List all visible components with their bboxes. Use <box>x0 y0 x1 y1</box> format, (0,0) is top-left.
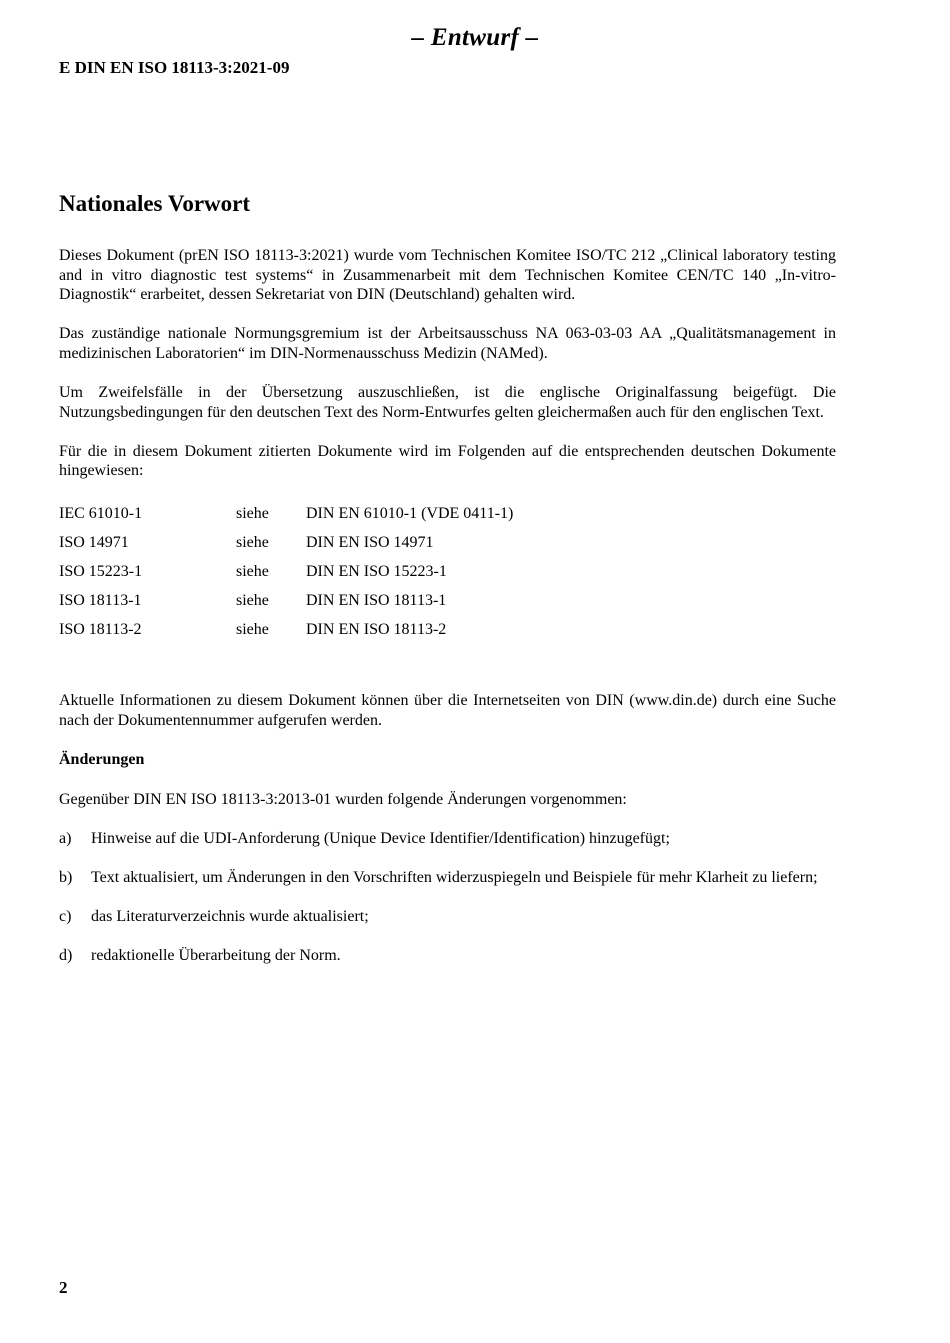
changes-title: Änderungen <box>59 751 145 769</box>
list-item <box>59 829 836 849</box>
reference-national: DIN EN ISO 18113-1 <box>306 592 447 610</box>
list-item-letter: c) <box>59 907 72 925</box>
reference-row <box>59 533 836 562</box>
paragraph: Um Zweifelsfälle in der Übersetzung auszuschließen, ist die englische Originalfassung beigefügt. Die Nutzungsbedingungen für den deutschen Text des Norm-Entwurfes gelten gleichermaßen auch für den englischen Text. <box>59 383 836 421</box>
page-content <box>59 190 836 985</box>
reference-international: ISO 15223-1 <box>59 563 143 581</box>
document-id: E DIN EN ISO 18113-3:2021-09 <box>59 58 290 77</box>
reference-row <box>59 620 836 649</box>
list-item-text: Hinweise auf die UDI-Anforderung (Unique Device Identifier/Identification) hinzugefügt; <box>91 829 670 847</box>
reference-list <box>59 500 836 649</box>
list-item-text: Text aktualisiert, um Änderungen in den Vorschriften widerzuspiegeln und Beispiele für mehr Klarheit zu liefern; <box>91 868 818 886</box>
list-item-letter: d) <box>59 947 73 964</box>
reference-national: DIN EN ISO 14971 <box>306 534 434 552</box>
reference-national: DIN EN ISO 15223-1 <box>306 563 447 581</box>
reference-see: siehe <box>236 621 269 639</box>
list-item-text: das Literaturverzeichnis wurde aktualisiert; <box>91 907 369 925</box>
reference-international: ISO 18113-1 <box>59 592 142 610</box>
reference-international: IEC 61010-1 <box>59 505 143 523</box>
reference-international: ISO 18113-2 <box>59 621 142 639</box>
info-paragraph: Aktuelle Informationen zu diesem Dokument können über die Internetseiten von DIN (www.din.de) durch eine Suche nach der Dokumentennummer aufgerufen werden. <box>59 692 836 729</box>
list-item <box>59 868 836 888</box>
list-item-text: redaktionelle Überarbeitung der Norm. <box>91 947 341 964</box>
paragraph: Für die in diesem Dokument zitierten Dokumente wird im Folgenden auf die entsprechenden deutschen Dokumente hingewiesen: <box>59 442 836 480</box>
paragraph: Das zuständige nationale Normungsgremium ist der Arbeitsausschuss NA 063-03-03 AA „Qualitätsmanagement in medizinischen Laboratorien“ im DIN-Normenausschuss Medizin (NAMed). <box>59 325 836 362</box>
reference-see: siehe <box>236 534 269 552</box>
reference-see: siehe <box>236 592 269 610</box>
list-item-letter: a) <box>59 829 72 847</box>
reference-row <box>59 591 836 620</box>
reference-national: DIN EN 61010-1 (VDE 0411-1) <box>306 505 514 523</box>
reference-row <box>59 504 836 533</box>
changes-intro: Gegenüber DIN EN ISO 18113-3:2013-01 wurden folgende Änderungen vorgenommen: <box>59 790 627 808</box>
list-item <box>59 946 836 966</box>
changes-list <box>59 829 836 966</box>
page-number: 2 <box>59 1278 68 1297</box>
reference-row <box>59 562 836 591</box>
reference-see: siehe <box>236 563 269 581</box>
draft-mark: – Entwurf – <box>411 24 539 51</box>
paragraph: Dieses Dokument (prEN ISO 18113-3:2021) wurde vom Technischen Komitee ISO/TC 212 „Clinical laboratory testing and in vitro diagnostic test systems“ in Zusammenarbeit mit dem Technischen Komitee CEN/TC 140 „In-vitro-Diagnostik“ erarbeitet, dessen Sekretariat von DIN (Deutschland) gehalten wird. <box>59 247 836 304</box>
list-item-letter: b) <box>59 868 73 886</box>
section-title: Nationales Vorwort <box>59 191 251 216</box>
list-item <box>59 907 836 927</box>
reference-international: ISO 14971 <box>59 534 129 552</box>
reference-national: DIN EN ISO 18113-2 <box>306 621 447 639</box>
reference-see: siehe <box>236 505 269 523</box>
